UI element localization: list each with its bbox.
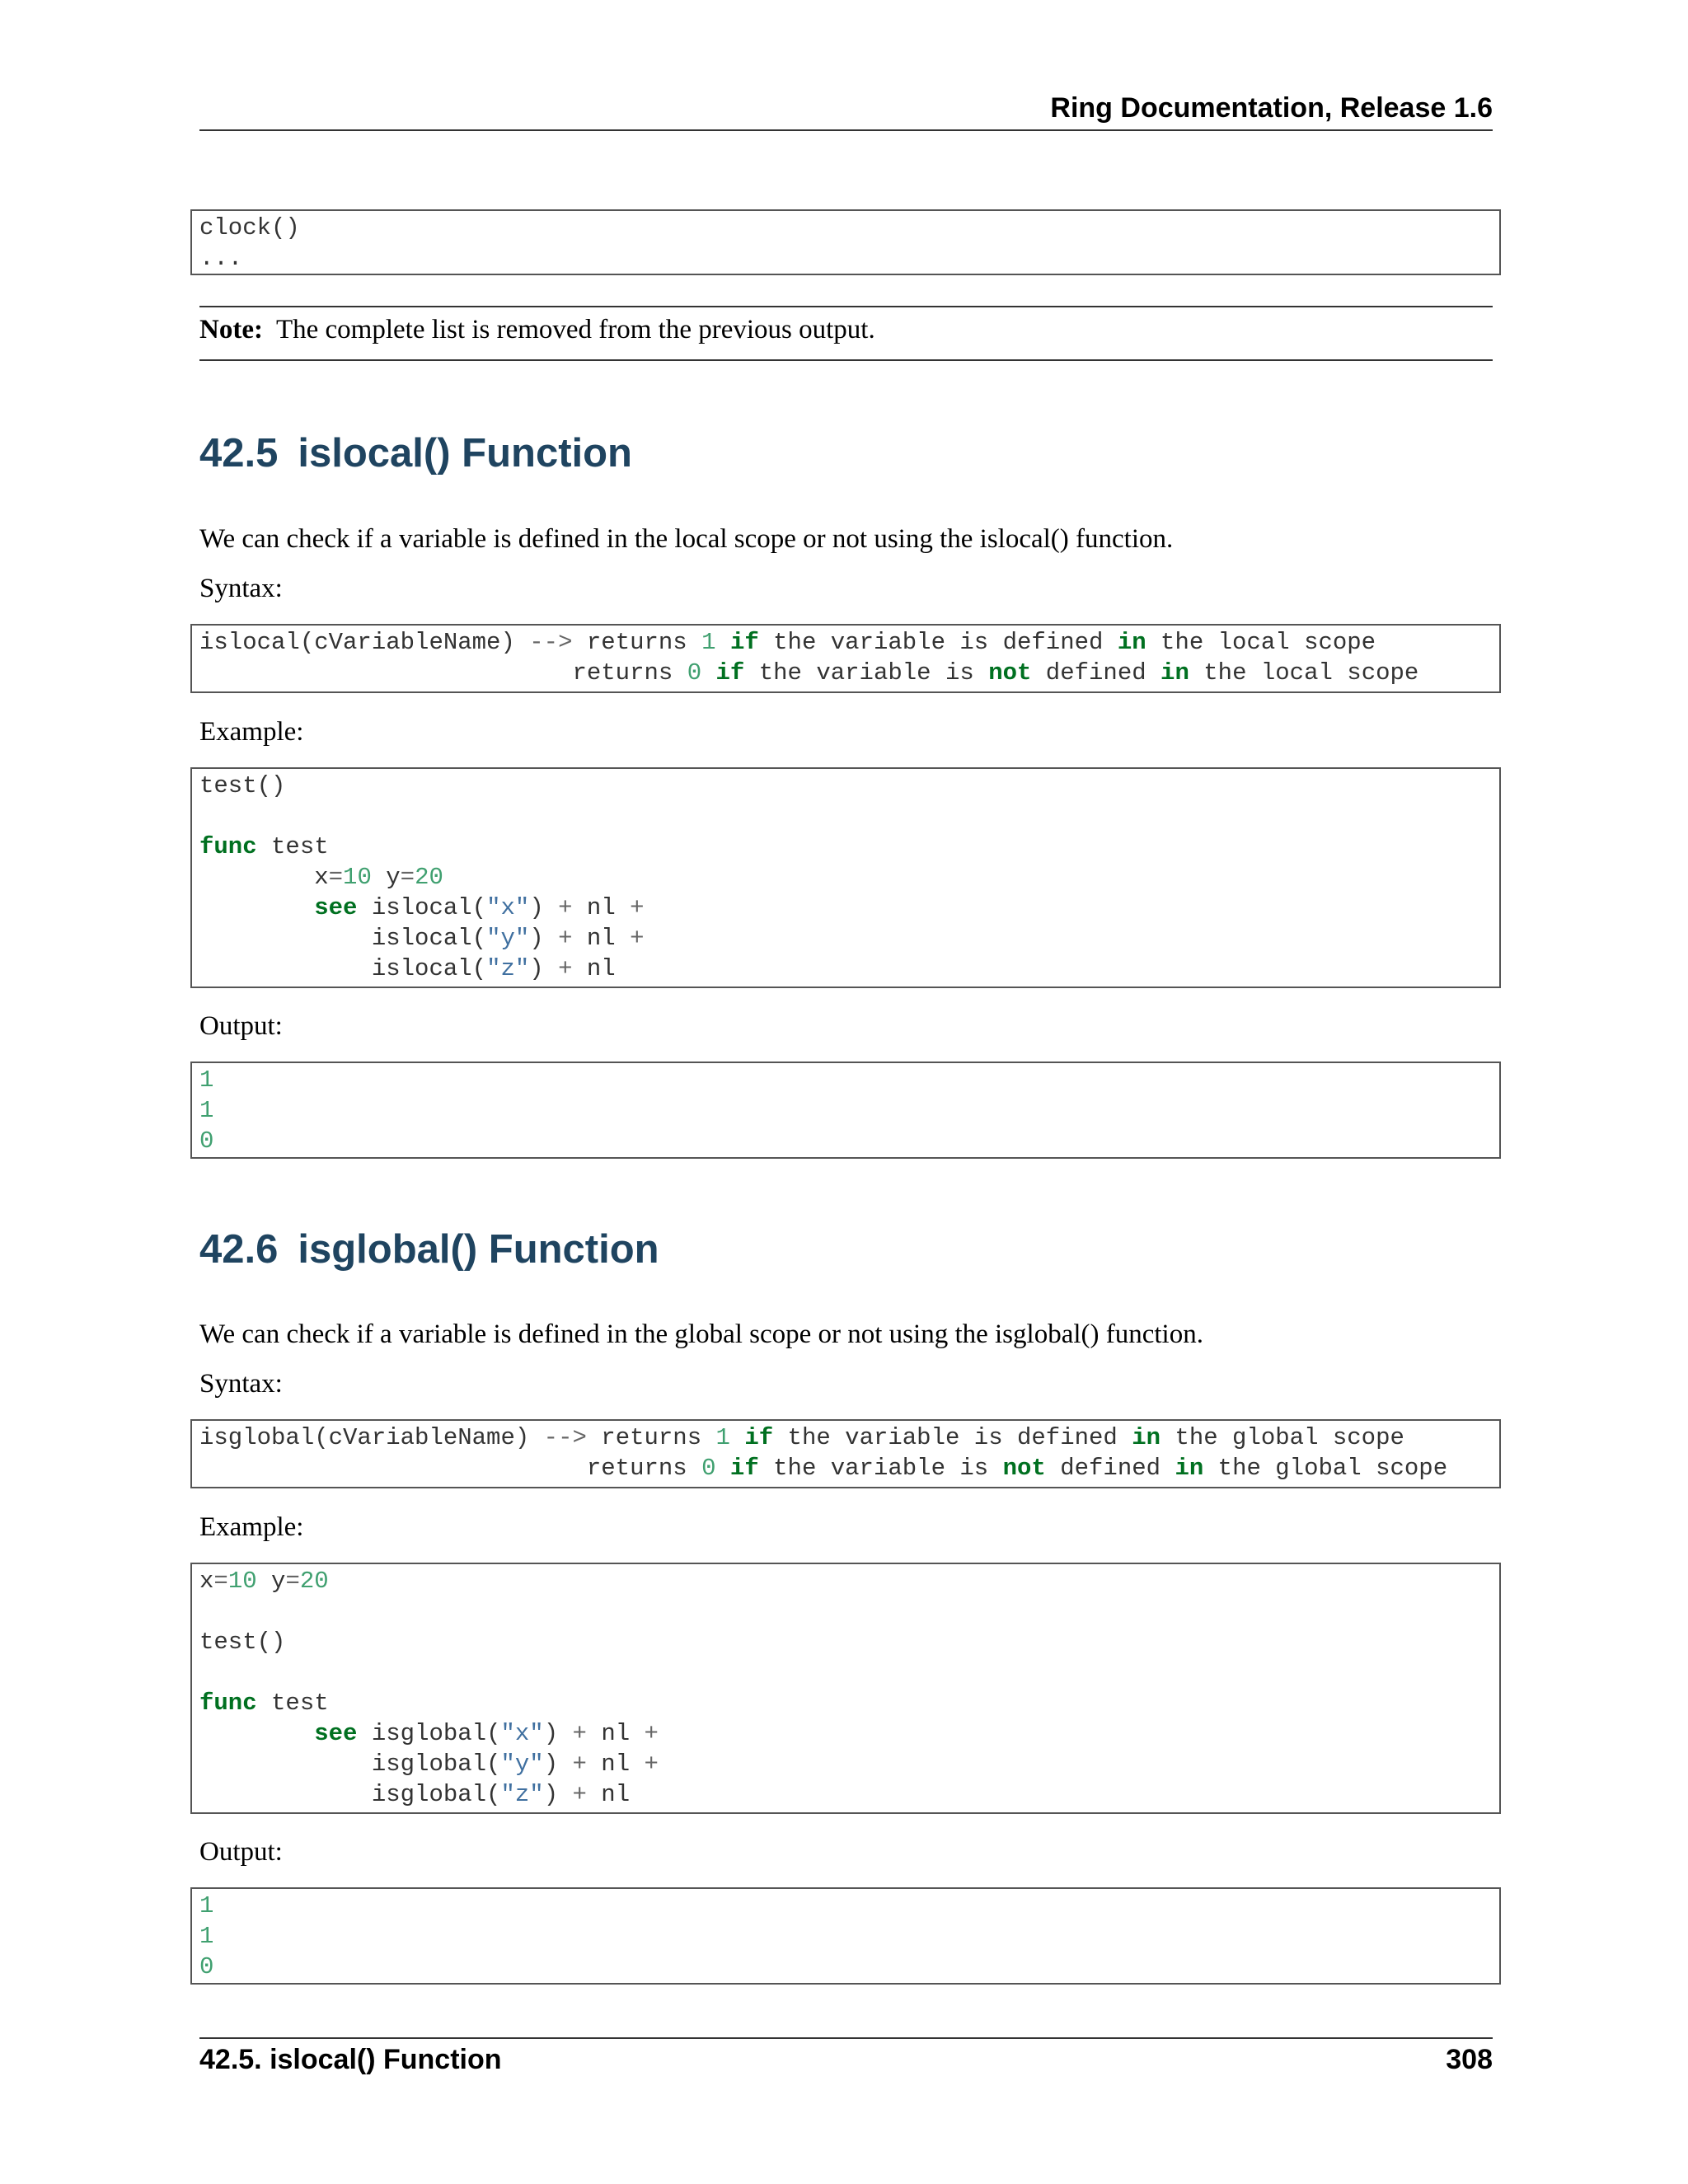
example-label: Example: [199,717,304,747]
note [199,315,875,345]
code-block-clock [190,209,1501,275]
output-label: Output: [199,1837,283,1867]
section-title: islocal() Function [298,431,632,476]
footer-section: 42.5. islocal() Function [199,2044,502,2075]
example-label: Example: [199,1512,304,1542]
page-number: 308 [1446,2044,1493,2075]
output-line: 1 [199,1066,214,1094]
output-line: 0 [199,1953,214,1980]
code-block-islocal-example: test() func test x=10 y=20 see islocal("x") + nl + islocal("y") + nl + islocal("z") + nl [190,767,1501,988]
code-block-islocal-syntax: islocal(cVariableName) --> returns 1 if the variable is defined in the local scope returns 0 if the variable is not defined in the local scope [190,624,1501,693]
code-block-islocal-output [190,1062,1501,1159]
section-description: We can check if a variable is defined in the local scope or not using the islocal() function. [199,524,1174,554]
syntax-label: Syntax: [199,574,283,603]
section-title: isglobal() Function [298,1227,659,1272]
output-line: 0 [199,1127,214,1155]
code-block-isglobal-output [190,1887,1501,1985]
footer-rule [199,2037,1493,2039]
code-line: ... [199,245,243,272]
note-rule-bottom [199,359,1493,361]
note-text: The complete list is removed from the previous output. [275,315,875,344]
note-label: Note: [199,315,263,344]
code-block-isglobal-example: x=10 y=20 test() func test see isglobal("x") + nl + isglobal("y") + nl + isglobal("z") + nl [190,1563,1501,1814]
section-heading-isglobal [199,1226,659,1272]
section-number: 42.5 [199,431,279,476]
output-line: 1 [199,1097,214,1124]
section-description: We can check if a variable is defined in the global scope or not using the isglobal() function. [199,1319,1203,1349]
header-rule [199,129,1493,131]
code-block-isglobal-syntax: isglobal(cVariableName) --> returns 1 if the variable is defined in the global scope returns 0 if the variable is not defined in the global scope [190,1419,1501,1488]
note-rule-top [199,306,1493,307]
section-heading-islocal [199,430,632,476]
output-line: 1 [199,1892,214,1919]
syntax-label: Syntax: [199,1369,283,1399]
output-line: 1 [199,1923,214,1950]
section-number: 42.6 [199,1227,279,1272]
output-label: Output: [199,1011,283,1041]
running-header: Ring Documentation, Release 1.6 [1050,92,1493,124]
code-line: clock() [199,214,300,241]
